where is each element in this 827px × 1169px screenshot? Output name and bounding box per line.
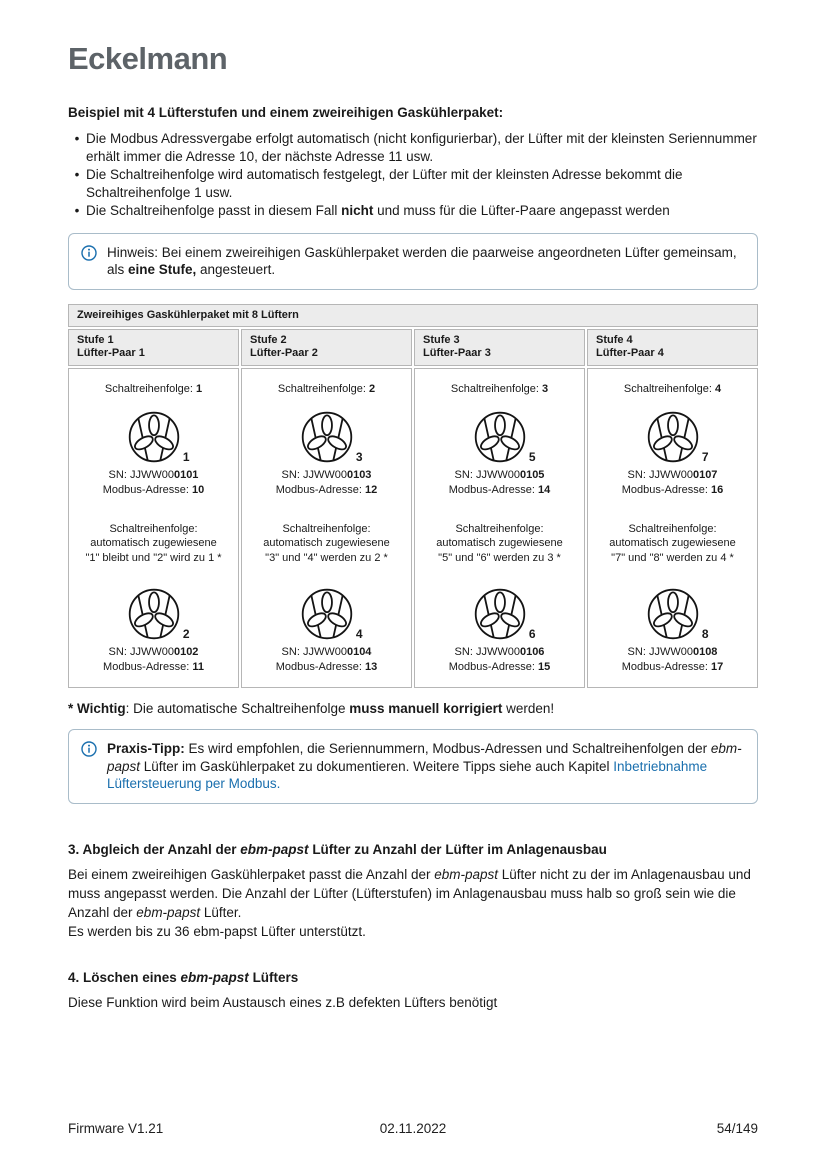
page-content [68, 0, 758, 1012]
fan-icon [300, 587, 354, 641]
section-3-text: Bei einem zweireihigen Gaskühlerpaket passt die Anzahl der ebm-papst Lüfter nicht zu der im Anlagenausbau und muss angepasst werden. Die Anzahl der Lüfter (Lüfterstufen) im Anlagenausbau muss halb so groß sein wie die Anzahl der ebm-papst Lüfter. [68, 866, 751, 920]
praxis-tipp-box [68, 729, 758, 804]
fan-icon [127, 587, 181, 641]
section-3-heading: 3. Abgleich der Anzahl der ebm-papst Lüfter zu Anzahl der Lüfter im Anlagenausbau [68, 841, 607, 857]
bullet-text: Die Modbus Adressvergabe erfolgt automatisch (nicht konfigurierbar), der Lüfter mit der kleinsten Seriennummer erhält immer die Adresse 10, der nächste Adresse 11 usw. [86, 131, 757, 164]
modbus-address: Modbus-Adresse: 14 [448, 483, 551, 496]
schaltreihenfolge-line: Schaltreihenfolge: 3 [450, 382, 549, 395]
modbus-address: Modbus-Adresse: 11 [103, 661, 204, 673]
list-item [68, 130, 758, 165]
paar-label: Lüfter-Paar 2 [250, 347, 318, 359]
table-column-2 [241, 368, 412, 689]
list-item [68, 166, 758, 201]
eckelmann-logo: Eckelmann [68, 41, 228, 76]
fan-unit [633, 587, 713, 645]
fan-icon [473, 410, 527, 464]
schaltreihenfolge-line: Schaltreihenfolge: 1 [104, 382, 203, 395]
serial-number: SN: JJWW000108 [627, 646, 718, 658]
info-icon [81, 741, 97, 757]
serial-number: SN: JJWW000104 [281, 646, 372, 658]
fan-unit [460, 587, 540, 645]
modbus-address: Modbus-Adresse: 10 [102, 483, 205, 496]
serial-number: SN: JJWW000107 [627, 468, 718, 481]
fan-unit [287, 410, 367, 468]
schalt-assignment-note: Schaltreihenfolge: automatisch zugewiesene "5" und "6" werden zu 3 * [436, 522, 563, 564]
fan-icon [473, 587, 527, 641]
section-3 [68, 842, 758, 941]
fan-number: 4 [355, 627, 363, 641]
fan-table [68, 304, 758, 689]
hinweis-box [68, 233, 758, 290]
schaltreihenfolge-line: Schaltreihenfolge: 2 [277, 382, 376, 395]
fan-icon [300, 410, 354, 464]
modbus-address: Modbus-Adresse: 16 [621, 483, 724, 496]
paar-label: Lüfter-Paar 3 [423, 347, 491, 359]
info-icon [81, 245, 97, 261]
praxis-tipp-text: Praxis-Tipp: Es wird empfohlen, die Seriennummern, Modbus-Adressen und Schaltreihenfolgen der ebm-papst Lüfter im Gaskühlerpaket zu dokumentieren. Weitere Tipps siehe auch Kapitel Inbetriebnahme Lüftersteuerung per Modbus. [107, 741, 742, 791]
modbus-address: Modbus-Adresse: 17 [621, 661, 724, 673]
bullet-text: Die Schaltreihenfolge wird automatisch festgelegt, der Lüfter mit der kleinsten Adresse bekommt die Schaltreihenfolge 1 usw. [86, 167, 683, 200]
fan-number: 5 [528, 449, 536, 464]
fan-unit [287, 587, 367, 645]
footer-date: 02.11.2022 [379, 1121, 447, 1136]
fan-unit [114, 587, 194, 645]
bullet-text: Die Schaltreihenfolge passt in diesem Fall nicht und muss für die Lüfter-Paare angepasst werden [86, 203, 670, 218]
table-column-4 [587, 368, 758, 689]
example-heading: Beispiel mit 4 Lüfterstufen und einem zweireihigen Gaskühlerpaket: [68, 105, 504, 120]
list-item [68, 202, 758, 220]
paar-label: Lüfter-Paar 4 [596, 347, 664, 359]
bullet-list [68, 130, 758, 220]
fan-icon [646, 587, 700, 641]
fan-number: 7 [701, 449, 709, 464]
serial-number: SN: JJWW000105 [454, 468, 545, 481]
fan-number: 3 [355, 449, 363, 464]
paar-label: Lüfter-Paar 1 [77, 347, 145, 359]
modbus-address: Modbus-Adresse: 13 [275, 661, 378, 673]
wichtig-note: * Wichtig: Die automatische Schaltreihenfolge muss manuell korrigiert werden! [68, 701, 555, 716]
section-3-paragraph [68, 865, 758, 941]
fan-icon [127, 410, 181, 464]
serial-number: SN: JJWW000106 [454, 646, 545, 658]
table-column-1 [68, 368, 239, 689]
fan-number: 2 [182, 627, 190, 641]
column-header-stufe-1 [68, 329, 239, 366]
fan-unit [114, 410, 194, 468]
fan-unit [460, 410, 540, 468]
bullet-icon: • [74, 167, 80, 182]
chapter-link[interactable]: Inbetriebnahme Lüftersteuerung per Modbus. [107, 758, 708, 791]
table-body-row [68, 368, 758, 689]
serial-number: SN: JJWW000101 [108, 468, 199, 481]
modbus-address: Modbus-Adresse: 12 [275, 483, 378, 496]
column-header-stufe-3 [414, 329, 585, 366]
section-4-paragraph: Diese Funktion wird beim Austausch eines z.B defekten Lüfters benötigt [68, 994, 498, 1010]
table-title: Zweireihiges Gaskühlerpaket mit 8 Lüftern [68, 304, 758, 327]
stufe-label: Stufe 3 [423, 333, 460, 346]
footer-page-number: 54/149 [716, 1121, 758, 1136]
schalt-assignment-note: Schaltreihenfolge: automatisch zugewiesene "1" bleibt und "2" wird zu 1 * [85, 522, 222, 564]
table-header-row [68, 329, 758, 366]
page-footer [68, 1121, 758, 1136]
fan-unit [633, 410, 713, 468]
serial-number: SN: JJWW000102 [108, 646, 199, 658]
stufe-label: Stufe 2 [250, 333, 287, 346]
stufe-label: Stufe 1 [77, 333, 114, 346]
table-column-3 [414, 368, 585, 689]
bullet-icon: • [74, 131, 80, 146]
fan-number: 8 [701, 627, 709, 641]
section-4-heading: 4. Löschen eines ebm-papst Lüfters [68, 969, 299, 985]
schaltreihenfolge-line: Schaltreihenfolge: 4 [623, 382, 722, 395]
stufe-label: Stufe 4 [596, 333, 633, 346]
fan-number: 6 [528, 627, 536, 641]
serial-number: SN: JJWW000103 [281, 468, 372, 481]
modbus-address: Modbus-Adresse: 15 [448, 661, 551, 673]
column-header-stufe-2 [241, 329, 412, 366]
fan-number: 1 [182, 449, 190, 464]
schalt-assignment-note: Schaltreihenfolge: automatisch zugewiesene "3" und "4" werden zu 2 * [263, 522, 390, 564]
column-header-stufe-4 [587, 329, 758, 366]
footer-firmware-version: Firmware V1.21 [68, 1121, 164, 1136]
hinweis-text: Hinweis: Bei einem zweireihigen Gaskühlerpaket werden die paarweise angeordneten Lüfter gemeinsam, als eine Stufe, angesteuert. [107, 244, 737, 277]
section-4 [68, 970, 758, 1012]
fan-icon [646, 410, 700, 464]
schalt-assignment-note: Schaltreihenfolge: automatisch zugewiesene "7" und "8" werden zu 4 * [609, 522, 736, 564]
bullet-icon: • [74, 203, 80, 218]
section-3-text-2: Es werden bis zu 36 ebm-papst Lüfter unterstützt. [68, 923, 366, 939]
